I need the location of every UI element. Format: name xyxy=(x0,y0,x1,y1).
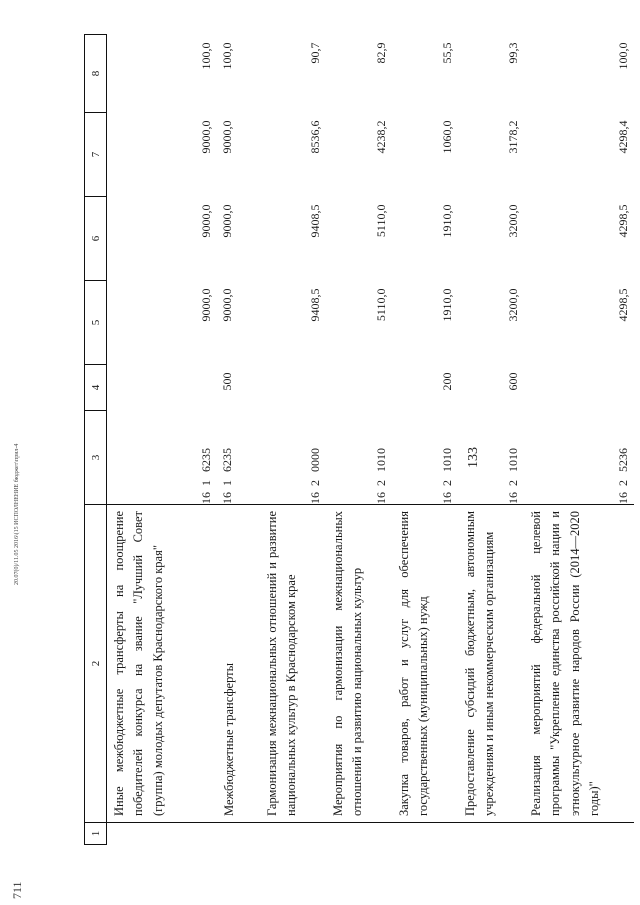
column-number: 7 xyxy=(85,113,107,197)
column-number: 5 xyxy=(85,281,107,365)
row-number-cell xyxy=(524,823,634,845)
table-row xyxy=(458,35,524,845)
value-col5: 4298,5 xyxy=(616,288,630,322)
code-cell xyxy=(326,411,392,505)
value-col7: 9000,0 xyxy=(220,120,234,154)
code-c: 0000 xyxy=(308,448,322,472)
value-col8: 55,5 xyxy=(440,42,454,64)
table-row xyxy=(217,35,260,845)
row-number-cell xyxy=(217,823,260,845)
value-col6: 5110,0 xyxy=(374,204,388,238)
code-cell xyxy=(107,411,218,505)
code-a: 16 xyxy=(440,492,454,504)
code-c: 1010 xyxy=(440,448,454,472)
column-number: 2 xyxy=(85,505,107,823)
code-cell xyxy=(458,411,524,505)
row-description: Предоставление субсидий бюджетным, автономным учреждениям и иным некоммерческим организациям xyxy=(458,505,524,823)
code-a: 16 xyxy=(374,492,388,504)
row-description: Реализация мероприятий федеральной целевой программы "Укрепление единства российской нации и этнокультурное развитие народов России (2014—2020 годы)" xyxy=(524,505,634,823)
code-cell xyxy=(524,411,634,505)
code-c: 6235 xyxy=(220,448,234,472)
code-cell xyxy=(260,411,326,505)
file-path-note: 20.07(0)/11.05 2016\(15 ИСПОЛНЕНИЕ бюджет\прил-4 xyxy=(14,443,20,585)
value-col6: 1910,0 xyxy=(440,204,454,238)
value-col8: 100,0 xyxy=(199,42,213,70)
value-col7: 1060,0 xyxy=(440,120,454,154)
code-d xyxy=(524,365,634,411)
value-col5: 3200,0 xyxy=(506,288,520,322)
row-number-cell xyxy=(392,823,458,845)
row-number-cell xyxy=(326,823,392,845)
column-number: 1 xyxy=(85,823,107,845)
row-number-cell xyxy=(107,823,218,845)
row-description: Гармонизация межнациональных отношений и развитие национальных культур в Краснодарском крае xyxy=(260,505,326,823)
row-description: Закупка товаров, работ и услуг для обеспечения государственных (муниципальных) нужд xyxy=(392,505,458,823)
code-a: 16 xyxy=(616,492,630,504)
value-col7: 3178,2 xyxy=(506,120,520,154)
budget-table-wrapper xyxy=(84,35,630,845)
table-row xyxy=(326,35,392,845)
code-a: 16 xyxy=(220,492,234,504)
value-col8: 90,7 xyxy=(308,42,322,64)
value-col8: 99,3 xyxy=(506,42,520,64)
row-description: Иные межбюджетные трансферты на поощрение победителей конкурса на звание "Лучший Совет (группа) молодых депутатов Краснодарского края" xyxy=(107,505,218,823)
code-cell xyxy=(217,411,260,505)
code-b: 2 xyxy=(616,480,630,486)
value-col6: 3200,0 xyxy=(506,204,520,238)
table-row xyxy=(524,35,634,845)
code-b: 2 xyxy=(374,480,388,486)
value-col5: 1910,0 xyxy=(440,288,454,322)
code-d xyxy=(326,365,392,411)
column-number: 4 xyxy=(85,365,107,411)
code-b: 2 xyxy=(440,480,454,486)
value-col7: 8536,6 xyxy=(308,120,322,154)
row-description: Мероприятия по гармонизации межнациональных отношений и развитию национальных культур xyxy=(326,505,392,823)
code-d: 500 xyxy=(220,372,234,391)
column-number: 8 xyxy=(85,35,107,113)
value-col5: 9000,0 xyxy=(199,288,213,322)
code-d xyxy=(260,365,326,411)
code-b: 2 xyxy=(308,480,322,486)
value-col7: 9000,0 xyxy=(199,120,213,154)
value-col6: 9000,0 xyxy=(199,204,213,238)
code-d xyxy=(107,365,218,411)
code-c: 1010 xyxy=(374,448,388,472)
column-number-row xyxy=(85,35,107,845)
table-row xyxy=(260,35,326,845)
value-col8: 100,0 xyxy=(616,42,630,70)
code-cell xyxy=(392,411,458,505)
code-c: 6235 xyxy=(199,448,213,472)
value-col7: 4238,2 xyxy=(374,120,388,154)
value-col5: 5110,0 xyxy=(374,288,388,322)
row-number-cell xyxy=(458,823,524,845)
table-row xyxy=(392,35,458,845)
code-a: 16 xyxy=(308,492,322,504)
code-d: 600 xyxy=(506,372,520,391)
code-d: 200 xyxy=(440,372,454,391)
row-number-cell xyxy=(260,823,326,845)
code-a: 16 xyxy=(199,492,213,504)
value-col8: 82,9 xyxy=(374,42,388,64)
column-number: 3 xyxy=(85,411,107,505)
code-a: 16 xyxy=(506,492,520,504)
value-col7: 4298,4 xyxy=(616,120,630,154)
value-col8: 100,0 xyxy=(220,42,234,70)
budget-table xyxy=(84,34,634,845)
value-col6: 4298,5 xyxy=(616,204,630,238)
column-number: 6 xyxy=(85,197,107,281)
table-row xyxy=(107,35,218,845)
code-c: 5236 xyxy=(616,448,630,472)
page-number: 133 xyxy=(466,447,481,468)
code-b: 1 xyxy=(199,480,213,486)
value-col6: 9000,0 xyxy=(220,204,234,238)
value-col5: 9408,5 xyxy=(308,288,322,322)
value-col5: 9000,0 xyxy=(220,288,234,322)
code-b: 1 xyxy=(220,480,234,486)
corner-number: 711 xyxy=(10,881,24,899)
row-description: Межбюджетные трансферты xyxy=(217,505,260,823)
value-col6: 9408,5 xyxy=(308,204,322,238)
code-c: 1010 xyxy=(506,448,520,472)
code-b: 2 xyxy=(506,480,520,486)
